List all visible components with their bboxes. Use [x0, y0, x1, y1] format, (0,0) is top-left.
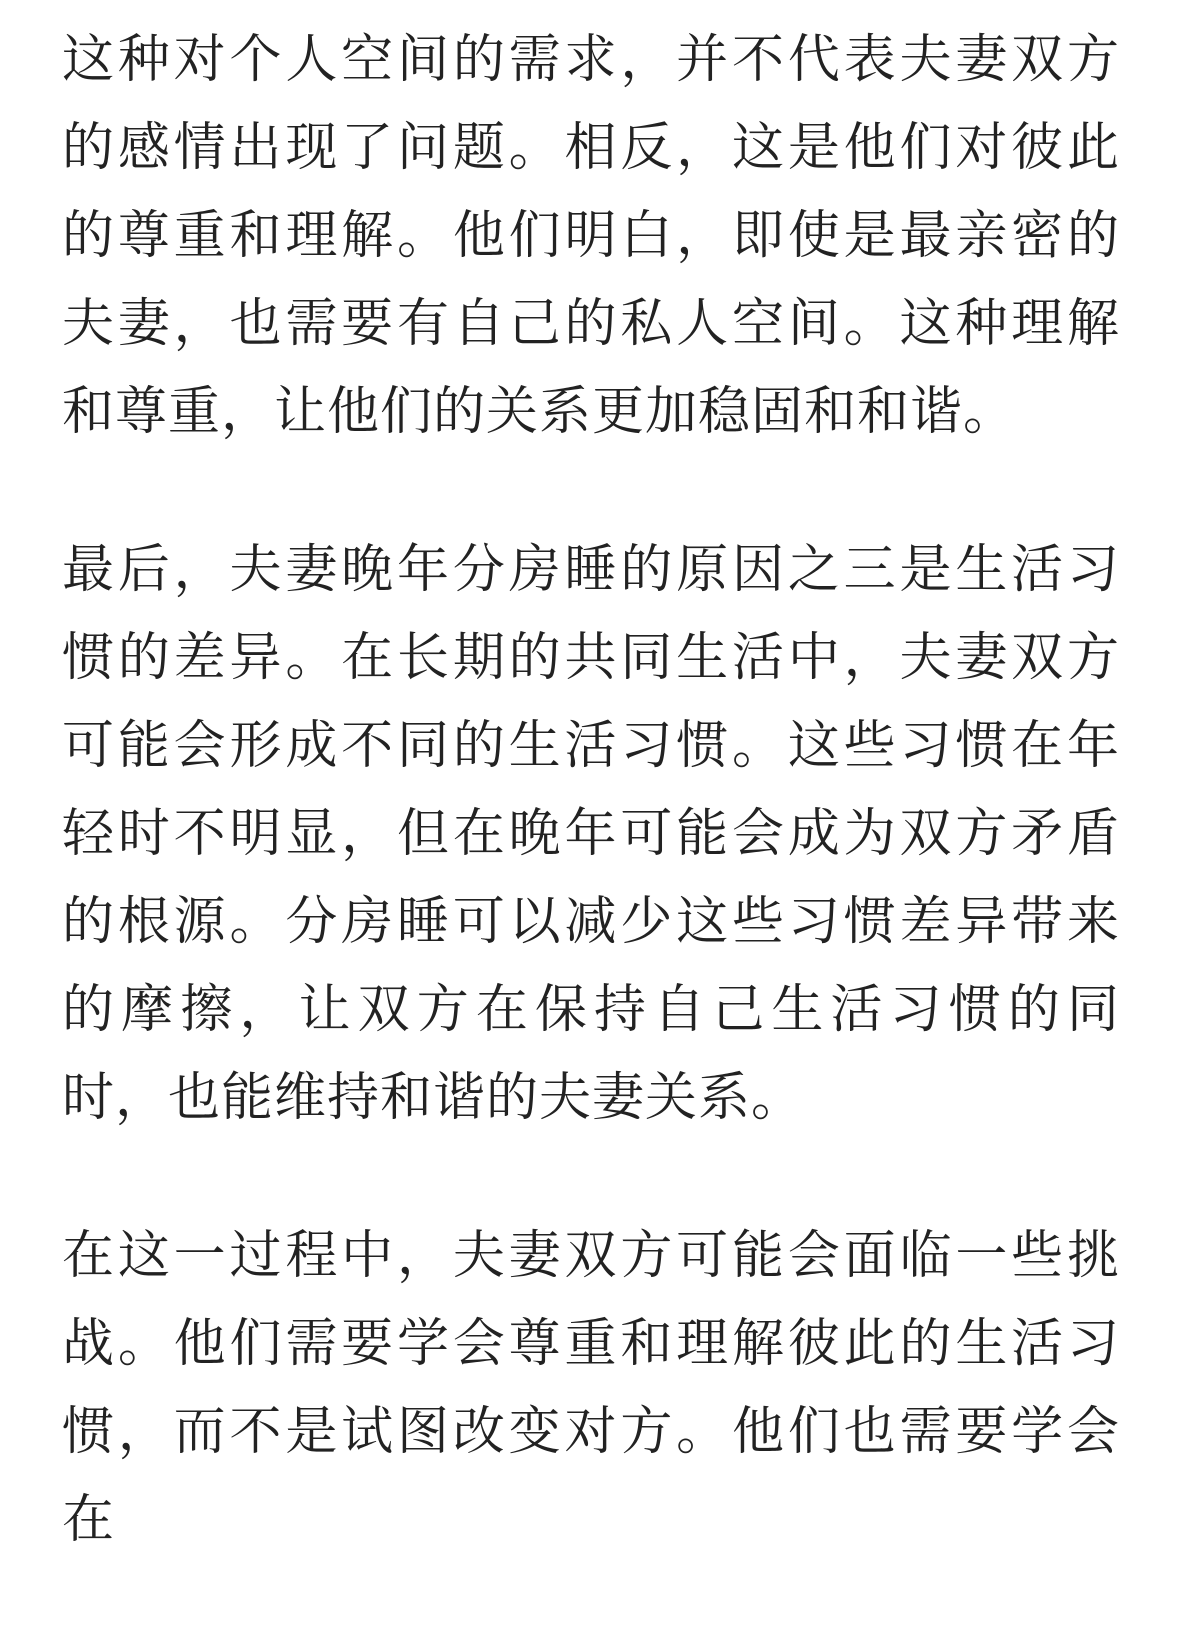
- paragraph-challenges: 在这一过程中，夫妻双方可能会面临一些挑战。他们需要学会尊重和理解彼此的生活习惯，而不是试图改变对方。他们也需要学会在: [62, 1226, 1120, 1550]
- article-body: [62, 16, 1120, 1634]
- paragraph-personal-space: 这种对个人空间的需求，并不代表夫妻双方的感情出现了问题。相反，这是他们对彼此的尊重和理解。他们明白，即使是最亲密的夫妻，也需要有自己的私人空间。这种理解和尊重，让他们的关系更加稳固和和谐。: [62, 30, 1120, 442]
- paragraph-living-habits: 最后，夫妻晚年分房睡的原因之三是生活习惯的差异。在长期的共同生活中，夫妻双方可能会形成不同的生活习惯。这些习惯在年轻时不明显，但在晚年可能会成为双方矛盾的根源。分房睡可以减少这些习惯差异带来的摩擦，让双方在保持自己生活习惯的同时，也能维持和谐的夫妻关系。: [62, 540, 1120, 1128]
